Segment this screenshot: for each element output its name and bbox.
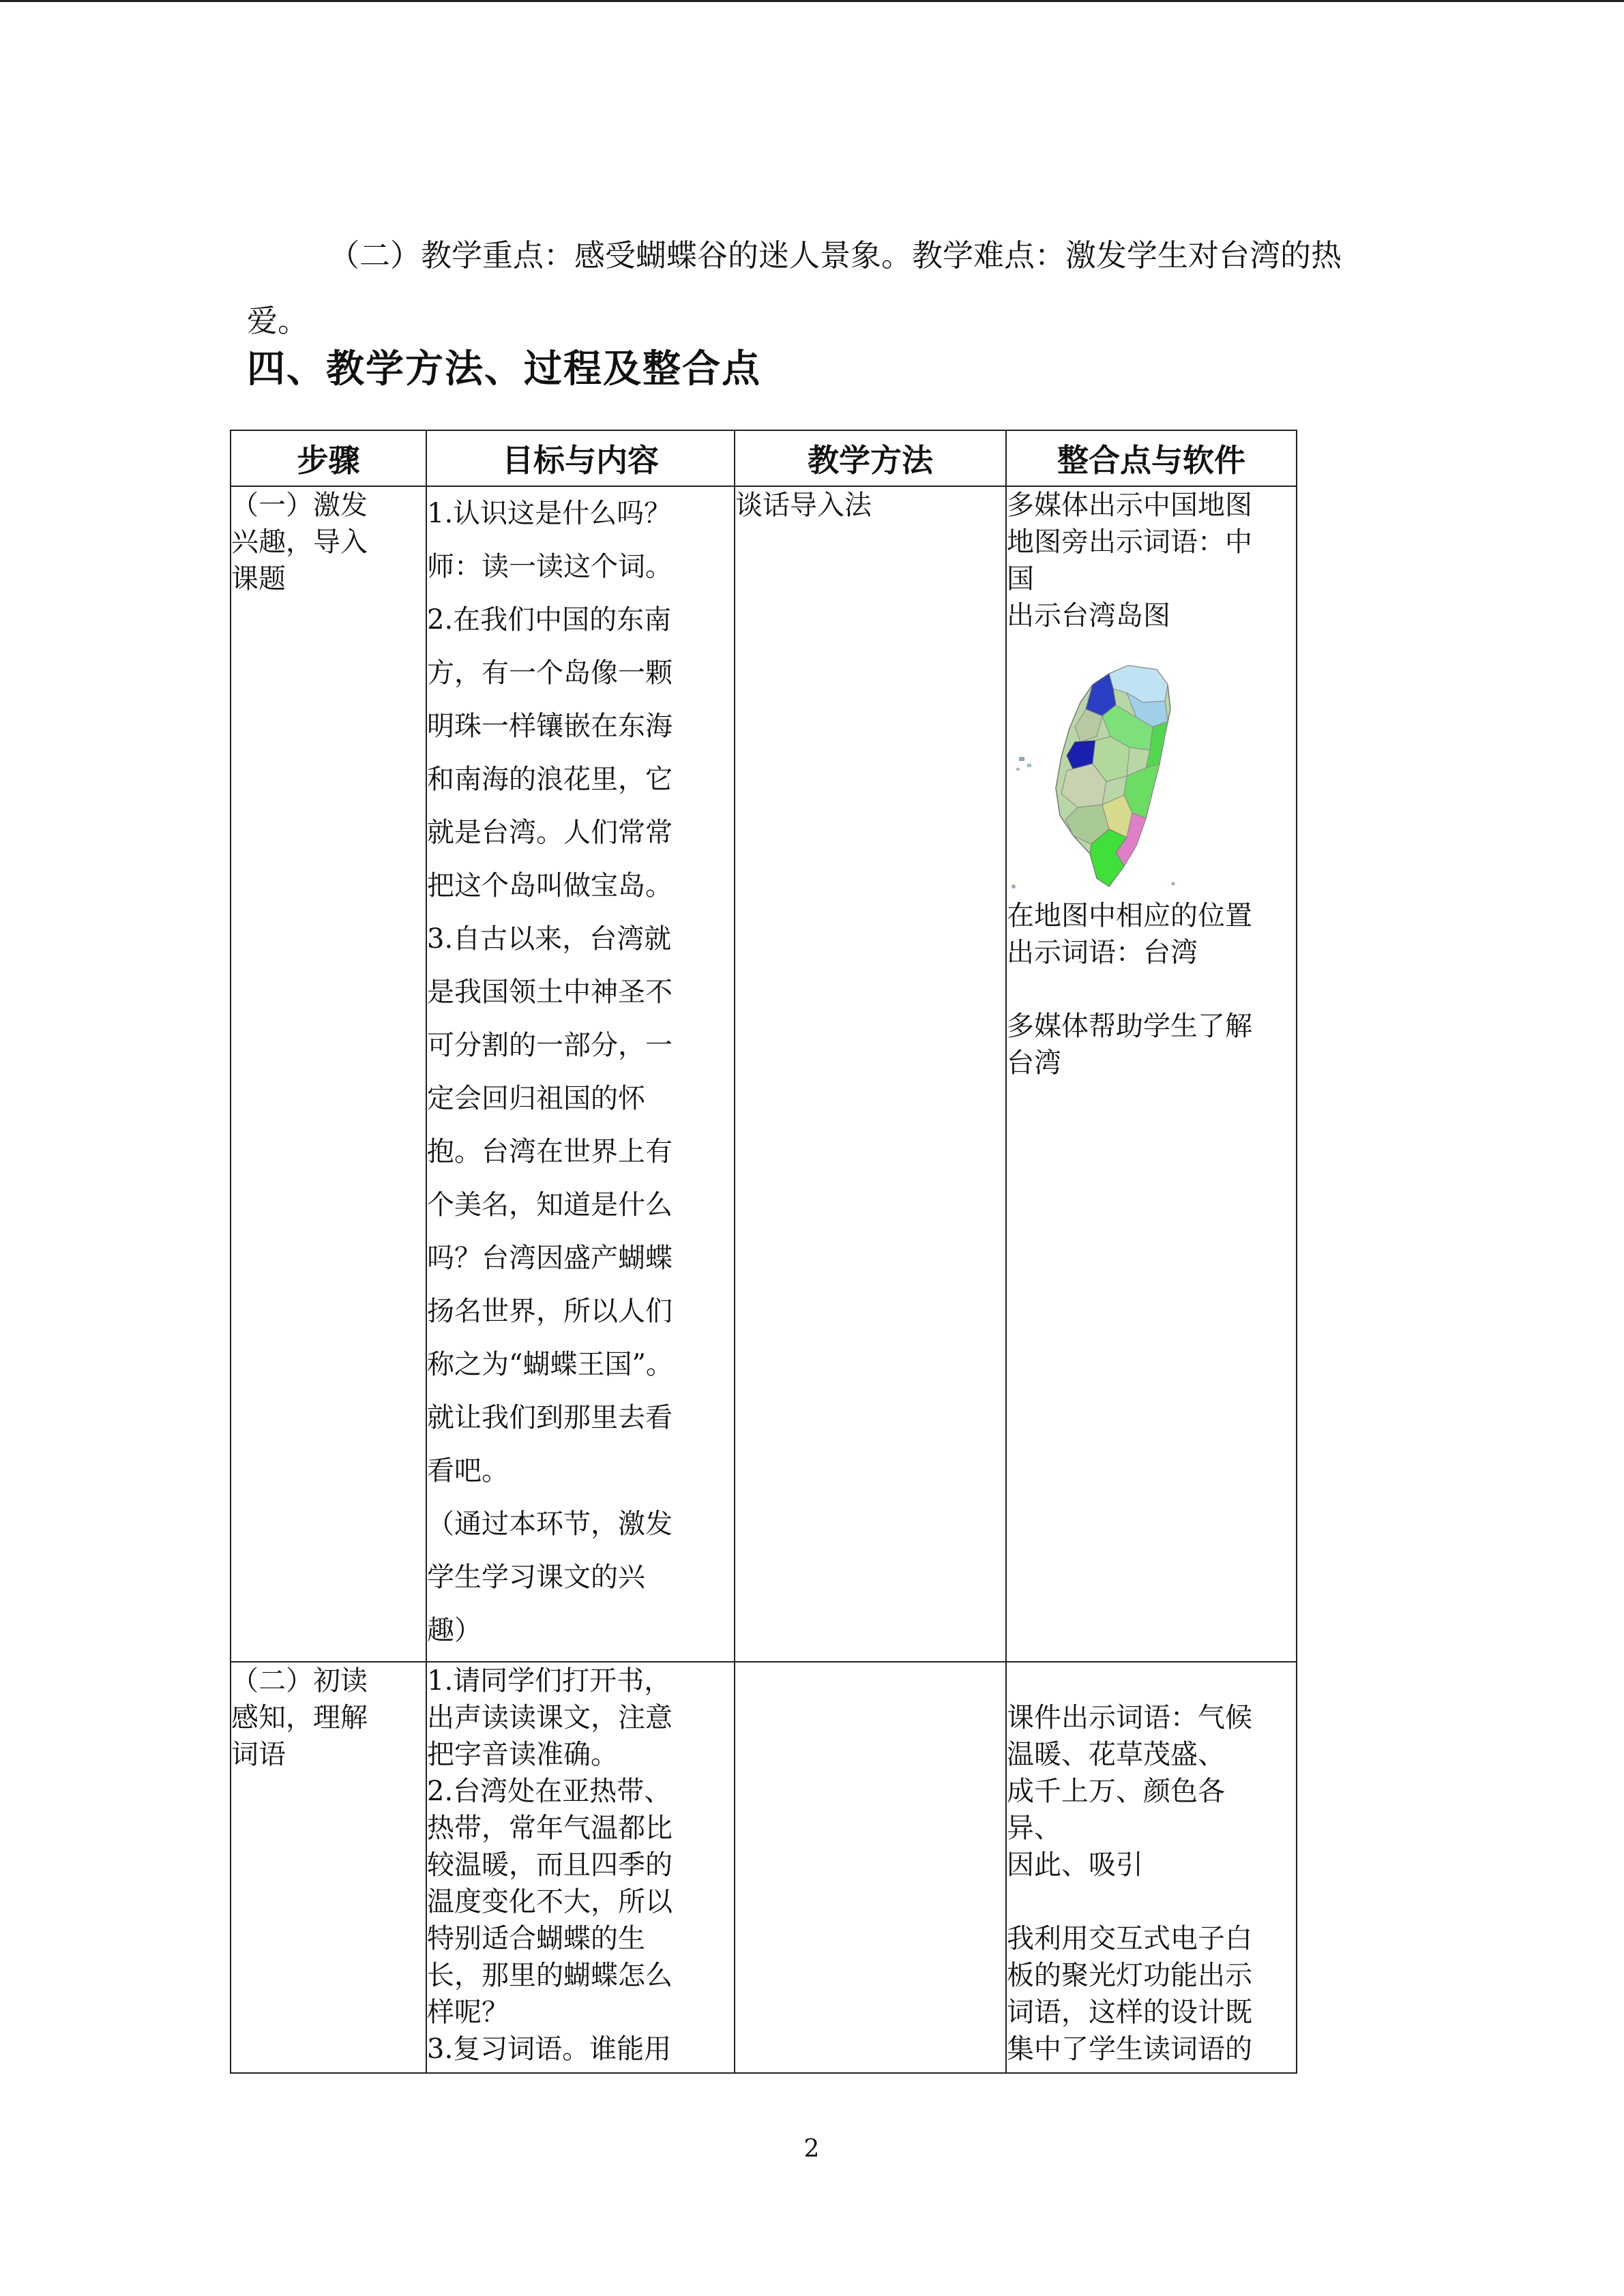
header-goal: 目标与内容 (426, 430, 735, 486)
software-cell (1006, 486, 1297, 1662)
goal-line: 方，有一个岛像一颗 (427, 657, 673, 689)
lesson-plan-table (230, 430, 1297, 2074)
header-software: 整合点与软件 (1006, 430, 1297, 486)
method-cell (735, 1662, 1006, 2073)
software-line: 地图旁出示词语：中 (1007, 526, 1252, 558)
goal-line: 就让我们到那里去看 (427, 1402, 673, 1433)
step-line: （一）激发 (231, 490, 368, 521)
step-line: 兴趣，导入 (231, 526, 368, 558)
goal-line: 明珠一样镶嵌在东海 (427, 711, 673, 742)
software-line: 多媒体帮助学生了解 (1007, 1011, 1252, 1042)
teaching-focus-paragraph: （二）教学重点：感受蝴蝶谷的迷人景象。教学难点：激发学生对台湾的热爱。 (247, 237, 1342, 339)
page-top-border (0, 0, 1624, 2)
goal-line: 可分割的一部分，一 (427, 1030, 673, 1061)
goal-line: 吗？台湾因盛产蝴蝶 (427, 1242, 673, 1274)
taiwan-map-image (1007, 661, 1184, 893)
goal-line: 学生学习课文的兴 (427, 1562, 645, 1593)
method-cell (735, 486, 1006, 1662)
goal-line: 长，那里的蝴蝶怎么 (427, 1960, 673, 1991)
software-line: 温暖、花草茂盛、 (1007, 1739, 1225, 1770)
software-line: 台湾 (1007, 1047, 1061, 1079)
software-line: 板的聚光灯功能出示 (1007, 1960, 1252, 1991)
goal-line: 和南海的浪花里，它 (427, 764, 673, 795)
goal-line: 把字音读准确。 (427, 1739, 618, 1770)
page-number: 2 (803, 2135, 820, 2163)
software-line: 多媒体出示中国地图 (1007, 490, 1252, 521)
goal-line: 3.复习词语。谁能用 (427, 2033, 672, 2065)
software-line: 出示词语：台湾 (1007, 937, 1198, 968)
goal-line: 趣） (427, 1615, 482, 1646)
table-row (231, 486, 1297, 1662)
software-line: 词语，这样的设计既 (1007, 1997, 1252, 2028)
software-line: 我利用交互式电子白 (1007, 1923, 1252, 1954)
software-cell (1006, 1662, 1297, 2073)
goal-line: 称之为“蝴蝶王国”。 (427, 1349, 673, 1380)
goal-line: 是我国领土中神圣不 (427, 976, 673, 1008)
software-line: 异、 (1007, 1813, 1061, 1844)
goal-line: 较温暖，而且四季的 (427, 1849, 673, 1881)
goal-line: 温度变化不大，所以 (427, 1886, 673, 1918)
goal-line: 3.自古以来，台湾就 (427, 923, 672, 955)
table-header-row (231, 430, 1297, 486)
goal-line: 2.在我们中国的东南 (427, 604, 672, 636)
goal-line: 师：读一读这个词。 (427, 551, 673, 582)
table-row (231, 1662, 1297, 2073)
goal-line: 定会回归祖国的怀 (427, 1083, 645, 1114)
header-method: 教学方法 (735, 430, 1006, 486)
software-line: 出示台湾岛图 (1007, 600, 1170, 631)
software-line (1007, 1663, 1296, 1699)
step-cell (231, 486, 426, 1662)
goal-line: 1.请同学们打开书， (427, 1665, 672, 1697)
goal-line: 出声读读课文，注意 (427, 1702, 673, 1733)
goal-line: 热带，常年气温都比 (427, 1813, 673, 1844)
goal-line: 就是台湾。人们常常 (427, 817, 673, 848)
header-step: 步骤 (231, 430, 426, 486)
software-line (1007, 1883, 1296, 1920)
goal-line: 抱。台湾在世界上有 (427, 1136, 673, 1167)
step-line: 词语 (231, 1739, 286, 1770)
step-line: （二）初读 (231, 1665, 368, 1697)
goal-line: 个美名，知道是什么 (427, 1189, 673, 1221)
method-text: 谈话导入法 (735, 490, 872, 521)
software-line: 在地图中相应的位置 (1007, 900, 1252, 931)
goal-cell (426, 1662, 735, 2073)
software-line: 成千上万、颜色各 (1007, 1776, 1225, 1807)
software-line: 国 (1007, 563, 1034, 595)
goal-line: 样呢？ (427, 1997, 509, 2028)
goal-line: 2.台湾处在亚热带、 (427, 1776, 672, 1807)
software-line: 集中了学生读词语的 (1007, 2033, 1252, 2065)
section-heading: 四、教学方法、过程及整合点 (247, 347, 761, 391)
step-cell (231, 1662, 426, 2073)
goal-line: （通过本环节，激发 (427, 1508, 673, 1540)
goal-line: 扬名世界，所以人们 (427, 1296, 673, 1327)
goal-line: 把这个岛叫做宝岛。 (427, 870, 673, 901)
software-line (1007, 971, 1296, 1008)
software-line: 课件出示词语：气候 (1007, 1702, 1252, 1733)
goal-line: 看吧。 (427, 1455, 509, 1487)
step-line: 课题 (231, 563, 286, 595)
goal-line: 1.认识这是什么吗？ (427, 498, 672, 529)
software-line: 因此、吸引 (1007, 1849, 1143, 1881)
goal-cell (426, 486, 735, 1662)
goal-line: 特别适合蝴蝶的生 (427, 1923, 645, 1954)
step-line: 感知，理解 (231, 1702, 368, 1733)
